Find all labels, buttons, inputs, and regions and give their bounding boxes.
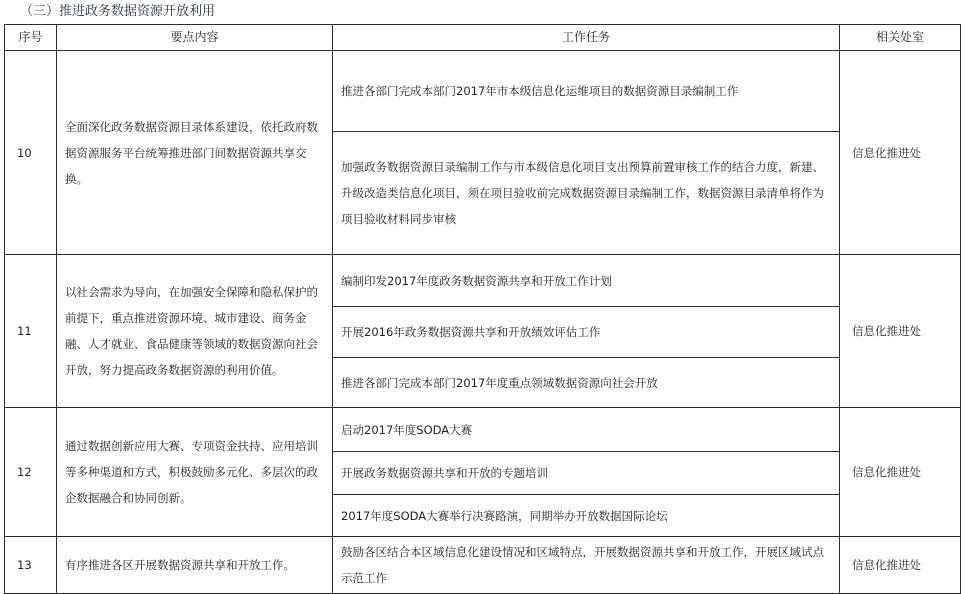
task-item: 推进各部门完成本部门2017年度重点领域数据资源向社会开放 bbox=[333, 357, 839, 407]
key-point: 以社会需求为导向，在加强安全保障和隐私保护的前提下，重点推进资源环境、城市建设、商务金融、人才就业、食品健康等领域的数据资源向社会开放，努力提高政务数据资源的利用价值。 bbox=[57, 255, 333, 408]
task-list bbox=[333, 408, 840, 537]
section-title: （三）推进政务数据资源开放利用 bbox=[20, 4, 216, 19]
table-header-row bbox=[5, 25, 961, 51]
task-list bbox=[333, 537, 840, 594]
task-item: 加强政务数据资源目录编制工作与市本级信息化项目支出预算前置审核工作的结合力度，新建、升级改造类信息化项目，须在项目验收前完成数据资源目录编制工作，数据资源目录清单将作为项目验收材料同步审核 bbox=[333, 131, 839, 254]
task-item: 推进各部门完成本部门2017年市本级信息化运维项目的数据资源目录编制工作 bbox=[341, 84, 739, 98]
table-row bbox=[5, 408, 961, 537]
row-number: 10 bbox=[5, 51, 57, 255]
work-plan-table bbox=[4, 24, 961, 594]
header-tasks: 工作任务 bbox=[333, 25, 840, 51]
key-point: 全面深化政务数据资源目录体系建设，依托政府数据资源服务平台统筹推进部门间数据资源共享交换。 bbox=[57, 51, 333, 255]
header-office: 相关处室 bbox=[840, 25, 961, 51]
header-point: 要点内容 bbox=[57, 25, 333, 51]
table-row bbox=[5, 255, 961, 408]
office: 信息化推进处 bbox=[840, 51, 961, 255]
task-item: 启动2017年度SODA大赛 bbox=[341, 422, 473, 437]
task-item: 开展政务数据资源共享和开放的专题培训 bbox=[333, 451, 839, 494]
key-point: 通过数据创新应用大赛、专项资金扶持、应用培训等多种渠道和方式，积极鼓励多元化、多层次的政企数据融合和协同创新。 bbox=[57, 408, 333, 537]
task-item: 编制印发2017年度政务数据资源共享和开放工作计划 bbox=[341, 273, 612, 288]
task-item: 开展2016年政务数据资源共享和开放绩效评估工作 bbox=[333, 306, 839, 357]
row-number: 11 bbox=[5, 255, 57, 408]
header-num: 序号 bbox=[5, 25, 57, 51]
office: 信息化推进处 bbox=[840, 255, 961, 408]
row-number: 12 bbox=[5, 408, 57, 537]
task-list bbox=[333, 51, 840, 255]
table-row bbox=[5, 51, 961, 255]
task-item: 鼓励各区结合本区域信息化建设情况和区域特点，开展数据资源共享和开放工作，开展区域试点示范工作 bbox=[341, 545, 824, 585]
task-item: 2017年度SODA大赛举行决赛路演，同期举办开放数据国际论坛 bbox=[333, 494, 839, 536]
table-row bbox=[5, 537, 961, 594]
office: 信息化推进处 bbox=[840, 537, 961, 594]
key-point: 有序推进各区开展数据资源共享和开放工作。 bbox=[57, 537, 333, 594]
office: 信息化推进处 bbox=[840, 408, 961, 537]
task-list bbox=[333, 255, 840, 408]
row-number: 13 bbox=[5, 537, 57, 594]
